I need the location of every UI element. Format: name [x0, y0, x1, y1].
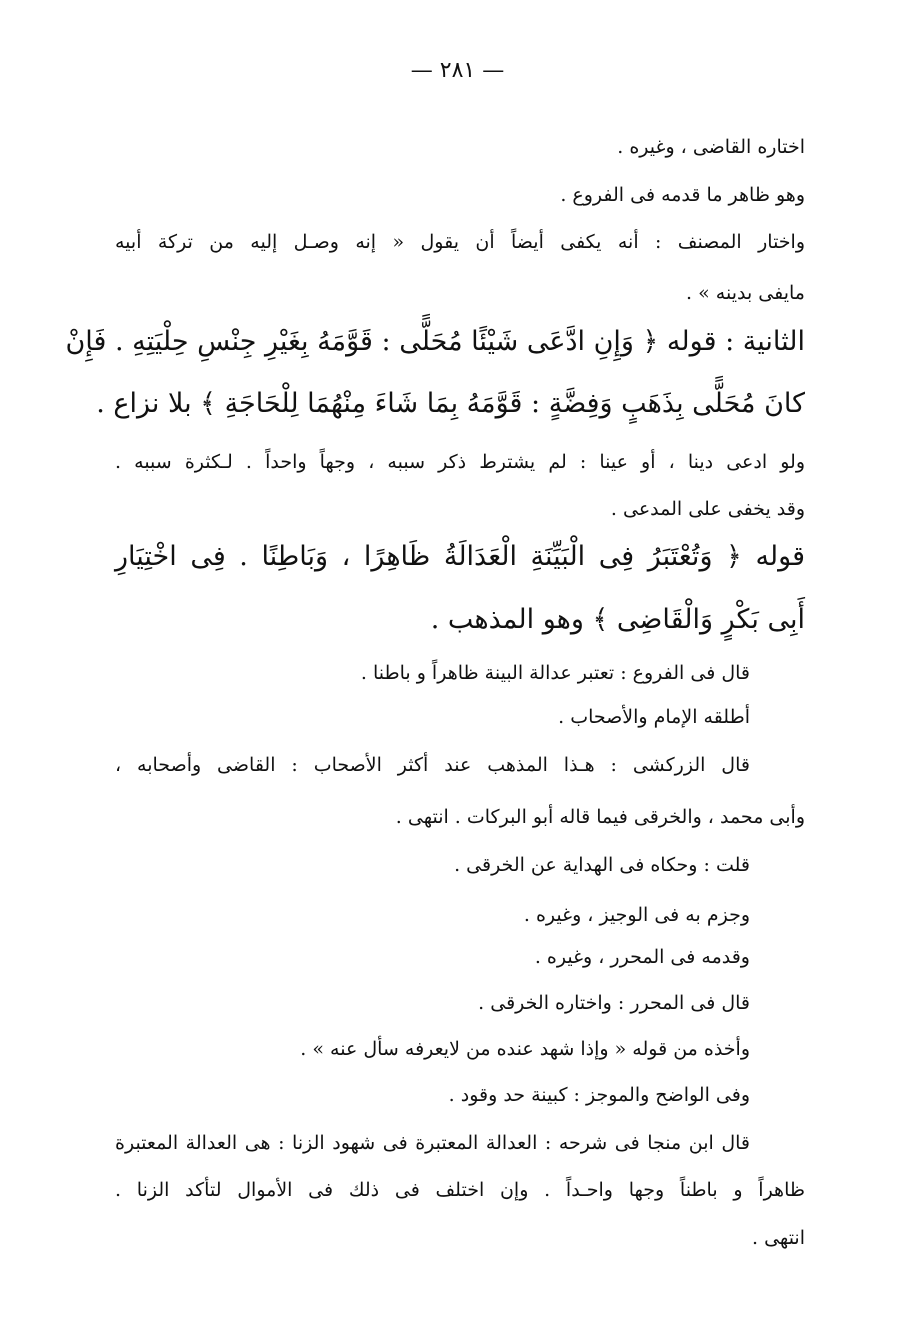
- text-line: قوله ﴿ وَتُعْتَبَرُ فِى الْبَيِّنَةِ الْعَدَالَةُ ظَاهِرًا ، وَبَاطِنًا . فِى اخْتِيَارِ: [115, 541, 805, 572]
- text-line: قال الزركشى : هـذا المذهب عند أكثر الأصحاب : القاضى وأصحابه ،: [115, 754, 750, 776]
- text-line: قال ابن منجا فى شرحه : العدالة المعتبرة فى شهود الزنا : هى العدالة المعتبرة: [115, 1132, 750, 1154]
- text-line: واختار المصنف : أنه يكفى أيضاً أن يقول « إنه وصـل إليه من تركة أبيه: [115, 231, 805, 253]
- text-line: وقدمه فى المحرر ، وغيره .: [534, 946, 750, 968]
- text-line: أطلقه الإمام والأصحاب .: [558, 706, 750, 728]
- text-line: انتهى .: [752, 1227, 805, 1249]
- text-line: وقد يخفى على المدعى .: [610, 498, 805, 520]
- text-line: أَبِى بَكْرٍ وَالْقَاضِى ﴾ وهو المذهب .: [430, 604, 805, 635]
- text-line: قلت : وحكاه فى الهداية عن الخرقى .: [454, 854, 750, 876]
- text-line: قال فى الفروع : تعتبر عدالة البينة ظاهراً و باطنا .: [360, 662, 750, 684]
- text-line: ولو ادعى دينا ، أو عينا : لم يشترط ذكر سببه ، وجهاً واحداً . لـكثرة سببه .: [115, 451, 805, 473]
- text-line: وأخذه من قوله « وإذا شهد عنده من لايعرفه سأل عنه » .: [300, 1038, 750, 1060]
- text-line: وفى الواضح والموجز : كبينة حد وقود .: [448, 1084, 750, 1106]
- text-line: الثانية : قوله ﴿ وَإِنِ ادَّعَى شَيْئًا مُحَلًّى : قَوَّمَهُ بِغَيْرِ جِنْسِ حِلْيَتِهِ . فَإِنْ: [65, 326, 805, 357]
- text-line: اختاره القاضى ، وغيره .: [617, 136, 805, 158]
- page-number: — ٢٨١ —: [410, 58, 505, 83]
- text-line: كانَ مُحَلًّى بِذَهَبٍ وَفِضَّةٍ : قَوَّمَهُ بِمَا شَاءَ مِنْهُمَا لِلْحَاجَةِ ﴾ بلا نزاع .: [96, 388, 805, 419]
- text-line: وهو ظاهر ما قدمه فى الفروع .: [560, 184, 805, 206]
- text-line: مايفى بدينه » .: [686, 282, 805, 304]
- text-line: قال فى المحرر : واختاره الخرقى .: [478, 992, 750, 1014]
- text-line: وجزم به فى الوجيز ، وغيره .: [523, 904, 750, 926]
- text-line: ظاهراً و باطناً وجها واحـداً . وإن اختلف فى ذلك فى الأموال لتأكد الزنا .: [115, 1179, 805, 1201]
- text-line: وأبى محمد ، والخرقى فيما قاله أبو البركات . انتهى .: [395, 806, 805, 828]
